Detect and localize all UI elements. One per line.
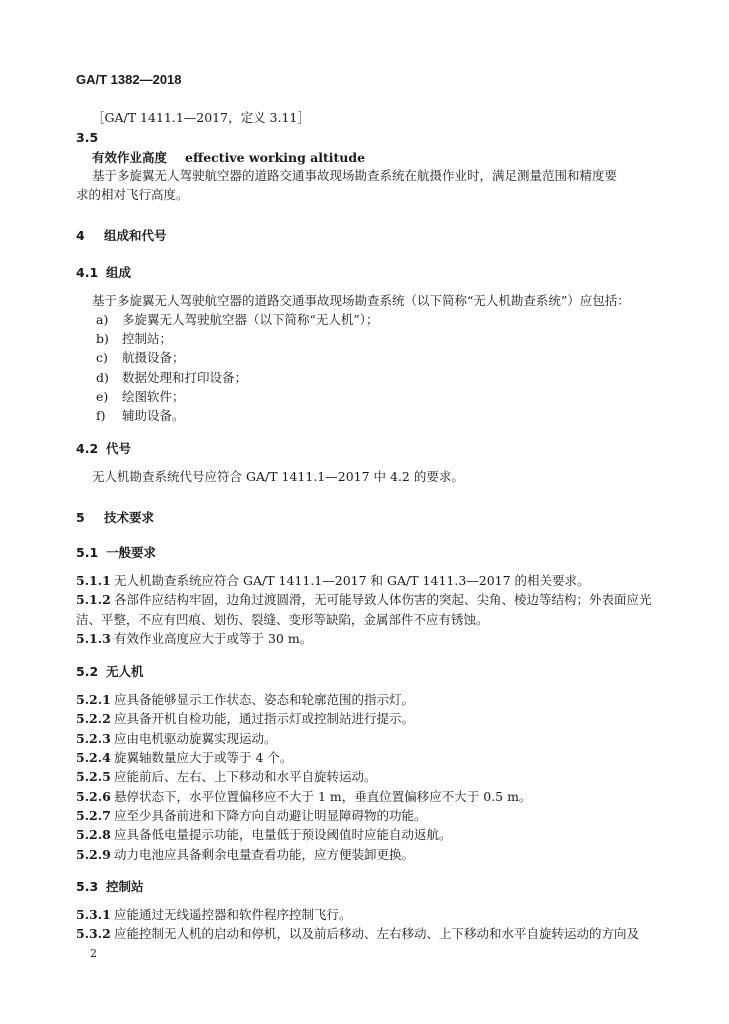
- clause-5-3-2: 5.3.2 应能控制无人机的启动和停机，以及前后移动、左右移动、上下移动和水平自旋转运动的方向及: [76, 926, 640, 941]
- clause-5-2-heading: [76, 664, 144, 680]
- list-item: e) 绘图软件；: [96, 389, 185, 404]
- page-header: GA/T 1382—2018: [76, 72, 182, 87]
- list-item: a) 多旋翼无人驾驶航空器（以下简称“无人机”）；: [96, 312, 379, 327]
- clause-3-5-number: 3.5: [76, 130, 99, 145]
- clause-5-1-1: 5.1.1 无人机勘查系统应符合 GA/T 1411.1—2017 和 GA/T 1411.3—2017 的相关要求。: [76, 573, 590, 588]
- clause-4-2-heading: [76, 441, 131, 457]
- clause-5-2-4: 5.2.4 旋翼轴数量应大于或等于 4 个。: [76, 750, 293, 765]
- list-item: f) 辅助设备。: [96, 408, 185, 423]
- clause-number: 4.2: [76, 441, 99, 456]
- clause-5-1-2: 5.1.2 各部件应结构牢固，边角过渡圆滑，无可能导致人体伤害的突起、尖角、棱边等结构；外表面应光: [76, 592, 652, 607]
- clause-5-1-2-continued: 洁、平整，不应有凹痕、划伤、裂缝、变形等缺陷，金属部件不应有锈蚀。: [76, 612, 489, 627]
- clause-5-2-1: 5.2.1 应具备能够显示工作状态、姿态和轮廓范围的指示灯。: [76, 692, 415, 707]
- list-item: d) 数据处理和打印设备；: [96, 370, 248, 385]
- clause-5-3-1: 5.3.1 应能通过无线遥控器和软件程序控制飞行。: [76, 907, 352, 922]
- clause-5-2-7: 5.2.7 应至少具备前进和下降方向自动避让明显障碍物的功能。: [76, 808, 427, 823]
- clause-number: 5.1: [76, 545, 99, 560]
- clause-number: 5.3: [76, 879, 99, 894]
- clause-title: 代号: [106, 441, 132, 456]
- clause-title: 控制站: [106, 879, 144, 894]
- list-item: c) 航摄设备；: [96, 350, 185, 365]
- term-english: effective working altitude: [185, 150, 366, 165]
- clause-title: 组成: [106, 265, 132, 280]
- term-3-5: [92, 150, 365, 166]
- clause-4-1-heading: [76, 265, 131, 281]
- section-4-heading: [76, 228, 167, 244]
- list-item: b) 控制站；: [96, 331, 173, 346]
- clause-title: 一般要求: [106, 545, 157, 560]
- section-5-heading: [76, 510, 154, 526]
- clause-5-3-heading: [76, 879, 144, 895]
- section-title: 组成和代号: [104, 228, 167, 243]
- clause-4-2-text: 无人机勘查系统代号应符合 GA/T 1411.1—2017 中 4.2 的要求。: [92, 469, 464, 484]
- term-chinese: 有效作业高度: [92, 150, 168, 165]
- page-number: 2: [90, 947, 97, 960]
- clause-5-2-2: 5.2.2 应具备开机自检功能，通过指示灯或控制站进行提示。: [76, 711, 415, 726]
- clause-5-2-8: 5.2.8 应具备低电量提示功能，电量低于预设阈值时应能自动返航。: [76, 827, 452, 842]
- section-number: 5: [76, 510, 85, 525]
- definition-line-2: 求的相对飞行高度。: [76, 187, 189, 202]
- definition-source-ref: ［GA/T 1411.1—2017，定义 3.11］: [92, 110, 310, 125]
- definition-line-1: 基于多旋翼无人驾驶航空器的道路交通事故现场勘查系统在航摄作业时，满足测量范围和精度要: [92, 168, 618, 183]
- section-number: 4: [76, 228, 85, 243]
- clause-5-2-3: 5.2.3 应由电机驱动旋翼实现运动。: [76, 731, 277, 746]
- clause-5-2-5: 5.2.5 应能前后、左右、上下移动和水平自旋转运动。: [76, 769, 377, 784]
- clause-number: 5.2: [76, 664, 99, 679]
- clause-5-1-heading: [76, 545, 156, 561]
- clause-4-1-intro: 基于多旋翼无人驾驶航空器的道路交通事故现场勘查系统（以下简称“无人机勘查系统”）应包括：: [92, 293, 630, 308]
- section-title: 技术要求: [104, 510, 155, 525]
- clause-title: 无人机: [106, 664, 144, 679]
- clause-5-2-9: 5.2.9 动力电池应具备剩余电量查看功能，应方便装卸更换。: [76, 847, 415, 862]
- clause-5-1-3: 5.1.3 有效作业高度应大于或等于 30 m。: [76, 631, 313, 646]
- clause-number: 4.1: [76, 265, 99, 280]
- clause-5-2-6: 5.2.6 悬停状态下，水平位置偏移应不大于 1 m，垂直位置偏移应不大于 0.5 m。: [76, 789, 532, 804]
